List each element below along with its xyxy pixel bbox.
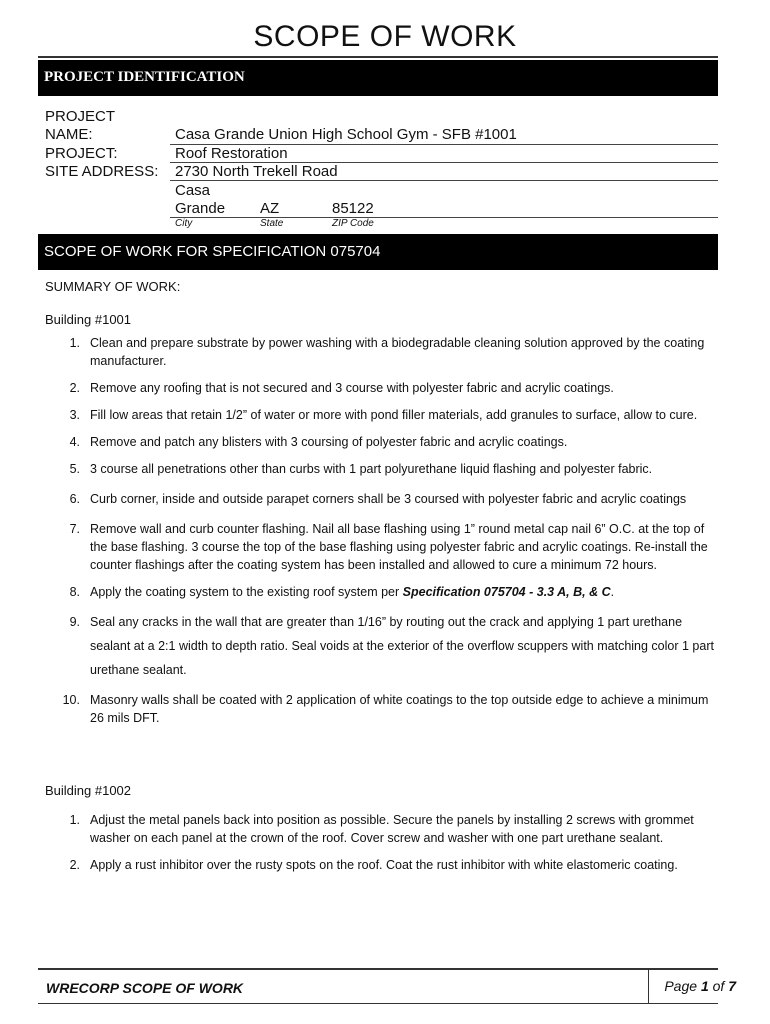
zip-value: 85122 [332,200,374,217]
building-1001-list [45,334,725,736]
title-underline [38,56,718,58]
footer-title: WRECORP SCOPE OF WORK [46,980,244,996]
list-item [45,433,725,451]
city-caption: City [175,218,193,229]
list-item-text-end: . [610,585,615,599]
list-item [45,583,725,601]
footer-separator [648,970,649,1004]
page-title: SCOPE OF WORK [253,20,517,53]
list-item [45,811,725,847]
site-address-value: 2730 North Trekell Road [175,163,338,180]
list-item-text: Fill low areas that retain 1/2” of water or more with pond filler materials, add granules to surface, allow to cure. [90,408,698,422]
label-site-address: SITE ADDRESS: [45,163,159,180]
list-item-text: Seal any cracks in the wall that are greater than 1/16” by routing out the crack and applying 1 part urethane sealant at a 2:1 width to depth ratio. Seal voids at the exterior of the overflow scuppers with matching color 1 part urethane sealant. [90,615,714,677]
list-item [45,406,725,424]
list-item [45,487,725,511]
list-item [45,856,725,874]
list-item-text: Remove wall and curb counter flashing. Nail all base flashing using 1” round metal cap nail 6” O.C. at the top of the base flashing. 3 course the top of the base flashing using polyester fabric and acrylic coatings. Re-install the counter flashings after the coating system has been installed and allowed to cure a minimum 72 hours. [90,522,708,572]
of-word: of [712,978,725,994]
list-item-text: Remove and patch any blisters with 3 coursing of polyester fabric and acrylic coatings. [90,435,568,449]
list-item-text: Apply a rust inhibitor over the rusty spots on the roof. Coat the rust inhibitor with white elastomeric coating. [90,858,678,872]
page-footer [38,968,736,1004]
page-total: 7 [728,978,736,994]
list-item-number: 7. [69,522,80,536]
list-item-text: Clean and prepare substrate by power washing with a biodegradable cleaning solution approved by the coating manufacturer. [90,336,705,368]
list-item-text: Masonry walls shall be coated with 2 application of white coatings to the top outside edge to achieve a minimum 26 mils DFT. [90,693,709,725]
project-type-value: Roof Restoration [175,145,288,162]
list-item-number: 2. [69,381,80,395]
state-caption: State [260,218,284,229]
page-current: 1 [700,978,709,994]
section-header-project-identification [38,60,718,96]
list-item [45,691,725,727]
list-item [45,460,725,478]
list-item-number: 1. [69,336,80,350]
zip-caption: ZIP Code [332,218,374,229]
label-project: PROJECT [45,108,116,125]
list-item-number: 2. [69,858,80,872]
field-underline [170,217,718,218]
section-header-label: PROJECT IDENTIFICATION [44,69,245,85]
list-item-text: Adjust the metal panels back into position as possible. Secure the panels by installing 2 screws with grommet washer on each panel at the crown of the roof. Cover screw and washer with one part urethane sealant. [90,813,694,845]
list-item-text: Remove any roofing that is not secured and 3 course with polyester fabric and acrylic coatings. [90,381,614,395]
list-item [45,334,725,370]
page-word: Page [664,978,698,994]
list-item-number: 3. [69,408,80,422]
footer-top-rule [38,968,718,970]
label-name: NAME: [45,126,93,143]
state-value: AZ [260,200,280,217]
list-item [45,520,725,574]
section-header-label: SCOPE OF WORK FOR SPECIFICATION 075704 [44,243,381,260]
footer-bottom-rule [38,1003,718,1004]
building-1001-heading: Building #1001 [45,312,132,327]
list-item [45,610,725,682]
list-item-number: 1. [69,813,80,827]
label-project-type: PROJECT: [45,145,118,162]
page-number [664,978,736,994]
city-value-line2: Grande [175,200,226,217]
list-item-number: 9. [69,615,80,629]
list-item-text: Apply the coating system to the existing roof system per [90,585,403,599]
spec-reference: Specification 075704 - 3.3 A, B, & C [402,585,611,599]
list-item-number: 6. [69,492,80,506]
project-name-value: Casa Grande Union High School Gym - SFB #1001 [175,126,517,143]
city-value-line1: Casa [175,182,211,199]
list-item-text: 3 course all penetrations other than curbs with 1 part polyurethane liquid flashing and polyester fabric. [90,462,653,476]
list-item-number: 10. [62,693,80,707]
field-underline [170,180,718,181]
summary-heading: SUMMARY OF WORK: [45,279,181,294]
section-header-scope [38,234,718,270]
list-item-number: 5. [69,462,80,476]
list-item-text: Curb corner, inside and outside parapet corners shall be 3 coursed with polyester fabric and acrylic coatings [90,492,687,506]
list-item-number: 8. [69,585,80,599]
list-item [45,379,725,397]
list-item-number: 4. [69,435,80,449]
building-1002-list [45,811,725,883]
building-1002-heading: Building #1002 [45,783,132,798]
